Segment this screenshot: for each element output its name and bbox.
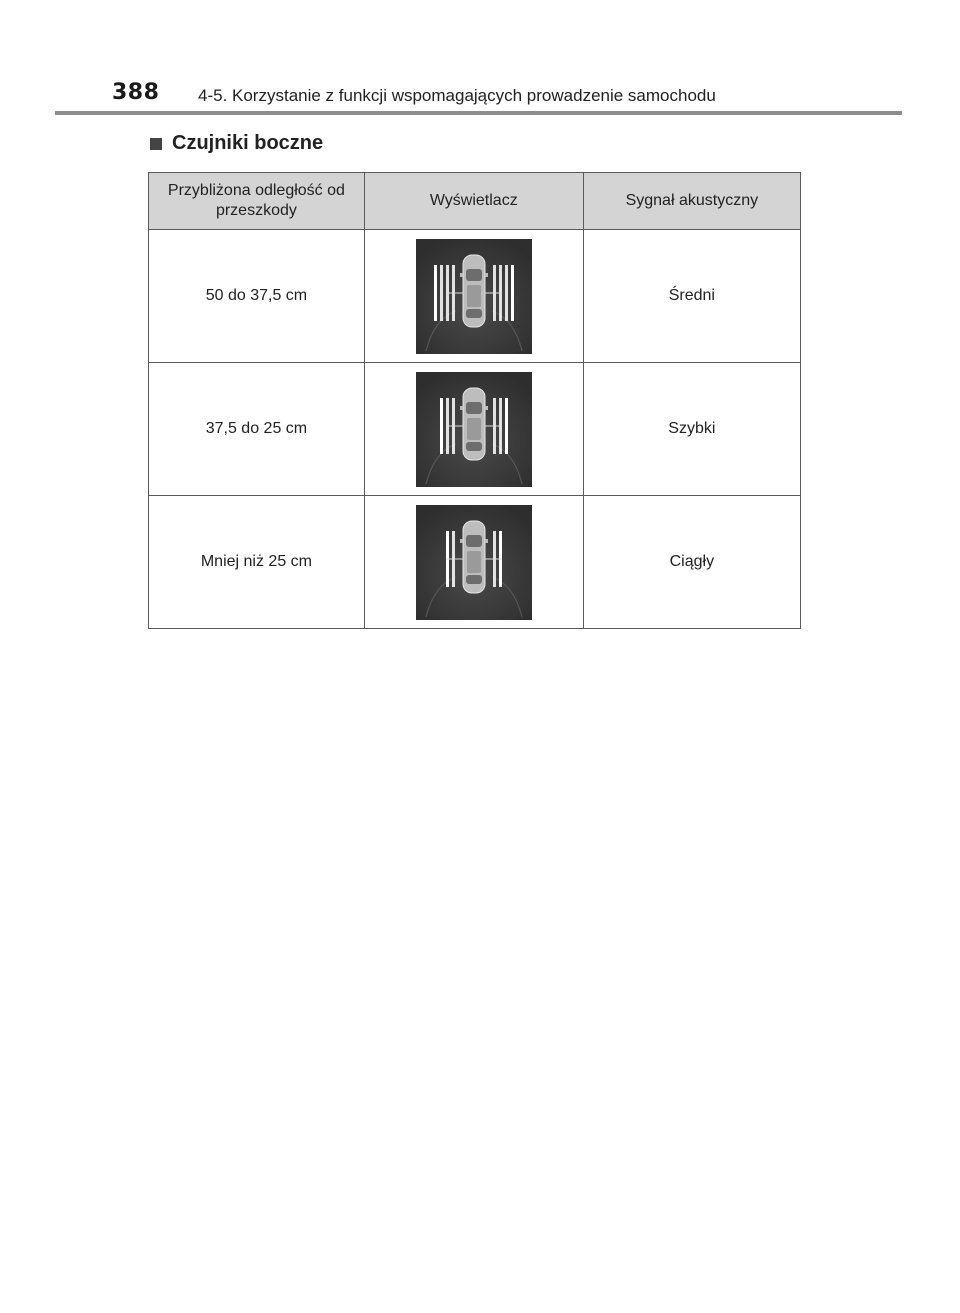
page-number: 388 — [112, 80, 160, 105]
header-display: Wyświetlacz — [364, 173, 583, 230]
header-distance: Przybliżona odległość od przeszkody — [149, 173, 365, 230]
distance-cell: 37,5 do 25 cm — [149, 363, 365, 496]
page-header — [0, 0, 960, 120]
side-sensor-fast-icon — [416, 372, 532, 487]
signal-cell: Średni — [583, 230, 800, 363]
table-row — [149, 230, 801, 363]
side-sensor-continuous-icon — [416, 505, 532, 620]
distance-cell: 50 do 37,5 cm — [149, 230, 365, 363]
side-sensor-medium-icon — [416, 239, 532, 354]
side-sensor-table — [148, 172, 801, 629]
table-header-row — [149, 173, 801, 230]
section-bullet-icon — [150, 138, 162, 150]
section-title — [150, 132, 323, 155]
display-cell — [364, 496, 583, 629]
table-row — [149, 363, 801, 496]
signal-cell: Ciągły — [583, 496, 800, 629]
table-row — [149, 496, 801, 629]
signal-cell: Szybki — [583, 363, 800, 496]
chapter-title: 4-5. Korzystanie z funkcji wspomagających prowadzenie samochodu — [198, 86, 716, 105]
display-cell — [364, 363, 583, 496]
header-rule — [55, 111, 902, 115]
distance-cell: Mniej niż 25 cm — [149, 496, 365, 629]
header-signal: Sygnał akustyczny — [583, 173, 800, 230]
display-cell — [364, 230, 583, 363]
section-title-text: Czujniki boczne — [172, 132, 324, 154]
